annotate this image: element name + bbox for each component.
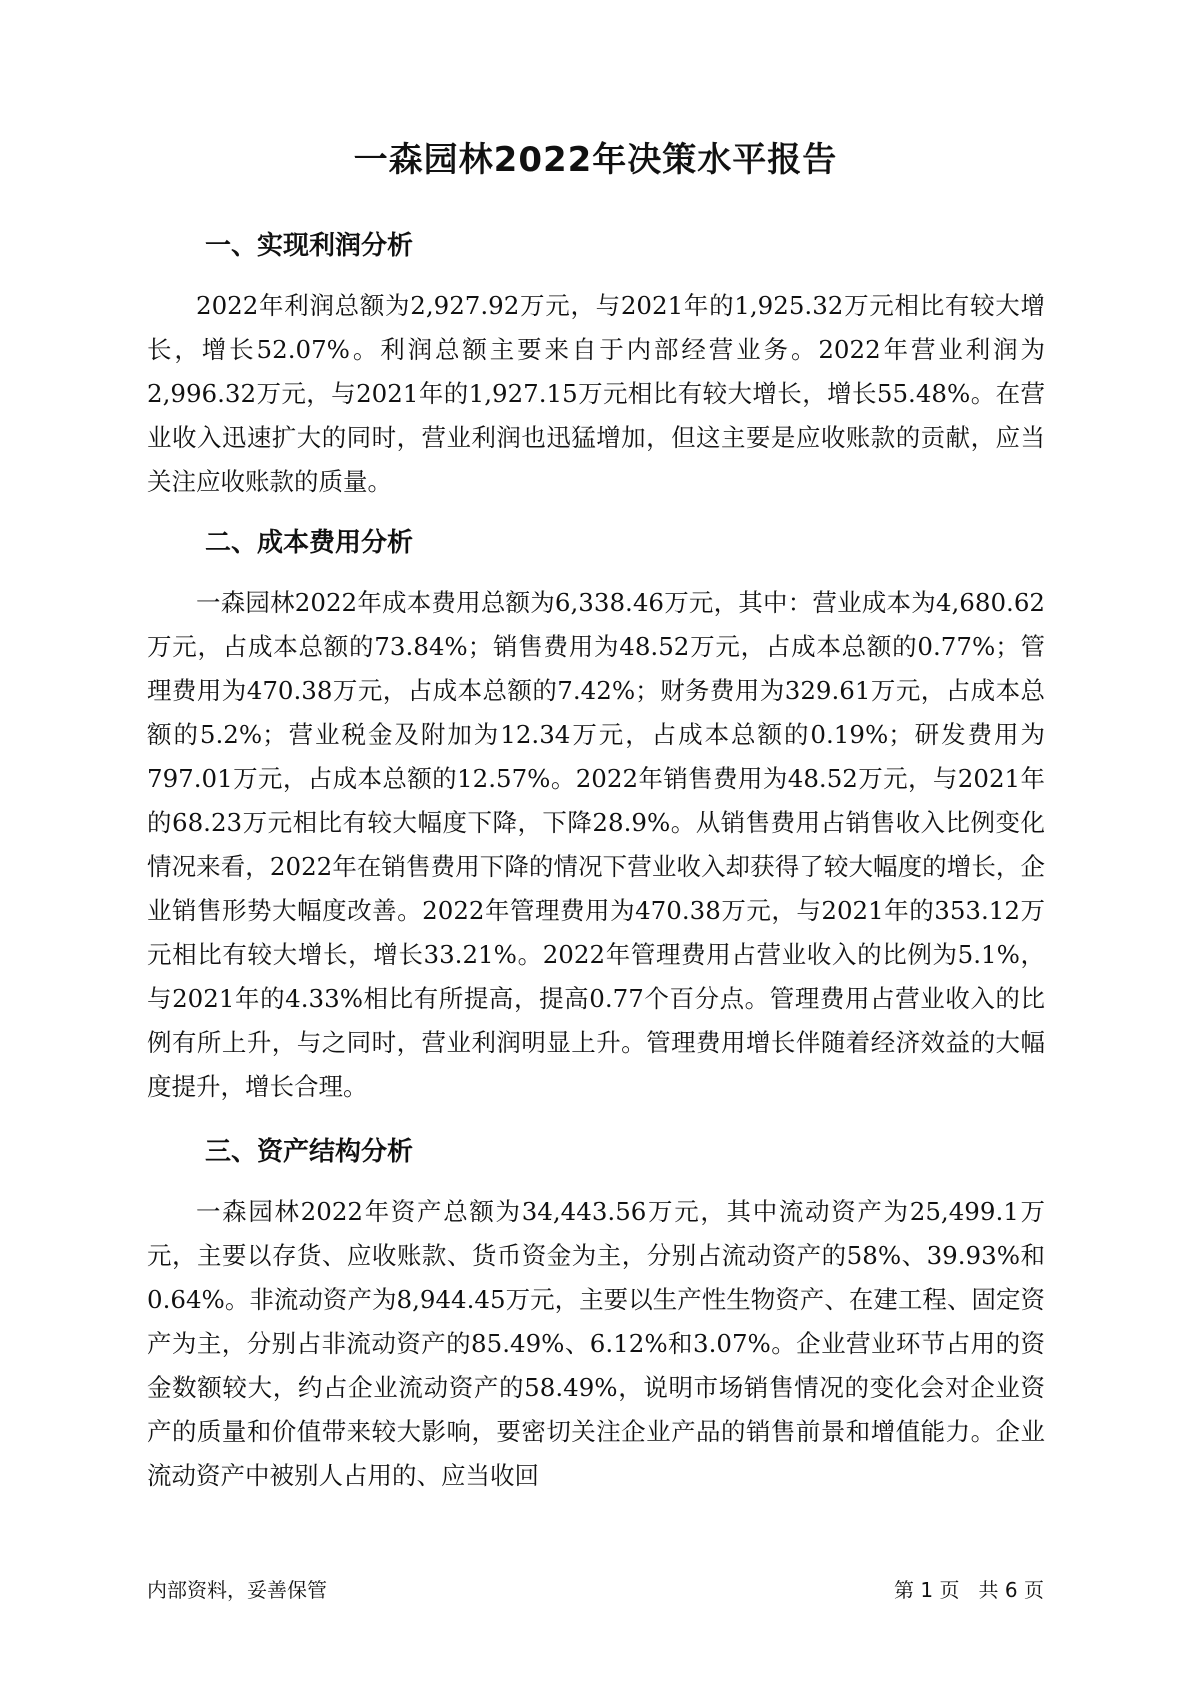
section-heading-cost: 二、成本费用分析 [205,528,414,558]
section-paragraph-profit: 2022年利润总额为2,927.92万元，与2021年的1,925.32万元相比有较大增长，增长52.07%。利润总额主要来自于内部经营业务。2022年营业利润为2,996.32万元，与2021年的1,927.15万元相比有较大增长，增长55.48%。在营业收入迅速扩大的同时，营业利润也迅猛增加，但这主要是应收账款的贡献，应当关注应收账款的质量。 [147,291,1045,496]
footer-confidential-note: 内部资料，妥善保管 [147,1578,327,1602]
section-paragraph-cost: 一森园林2022年成本费用总额为6,338.46万元，其中：营业成本为4,680.62万元，占成本总额的73.84%；销售费用为48.52万元，占成本总额的0.77%；管理费用为470.38万元，占成本总额的7.42%；财务费用为329.61万元，占成本总额的5.2%；营业税金及附加为12.34万元，占成本总额的0.19%；研发费用为797.01万元，占成本总额的12.57%。2022年销售费用为48.52万元，与2021年的68.23万元相比有较大幅度下降，下降28.9%。从销售费用占销售收入比例变化情况来看，2022年在销售费用下降的情况下营业收入却获得了较大幅度的增长，企业销售形势大幅度改善。2022年管理费用为470.38万元，与2021年的353.12万元相比有较大增长，增长33.21%。2022年管理费用占营业收入的比例为5.1%，与2021年的4.33%相比有所提高，提高0.77个百分点。管理费用占营业收入的比例有所上升，与之同时，营业利润明显上升。管理费用增长伴随着经济效益的大幅度提升，增长合理。 [147,588,1045,1101]
section-paragraph-assets: 一森园林2022年资产总额为34,443.56万元，其中流动资产为25,499.1万元，主要以存货、应收账款、货币资金为主，分别占流动资产的58%、39.93%和0.64%。非流动资产为8,944.45万元，主要以生产性生物资产、在建工程、固定资产为主，分别占非流动资产的85.49%、6.12%和3.07%。企业营业环节占用的资金数额较大，约占企业流动资产的58.49%，说明市场销售情况的变化会对企业资产的质量和价值带来较大影响，要密切关注企业产品的销售前景和增值能力。企业流动资产中被别人占用的、应当收回 [147,1197,1045,1490]
document-title: 一森园林2022年决策水平报告 [353,140,838,180]
footer-page-number: 第 1 页 共 6 页 [894,1578,1044,1602]
section-heading-assets: 三、资产结构分析 [205,1137,414,1167]
section-heading-profit: 一、实现利润分析 [205,231,414,261]
